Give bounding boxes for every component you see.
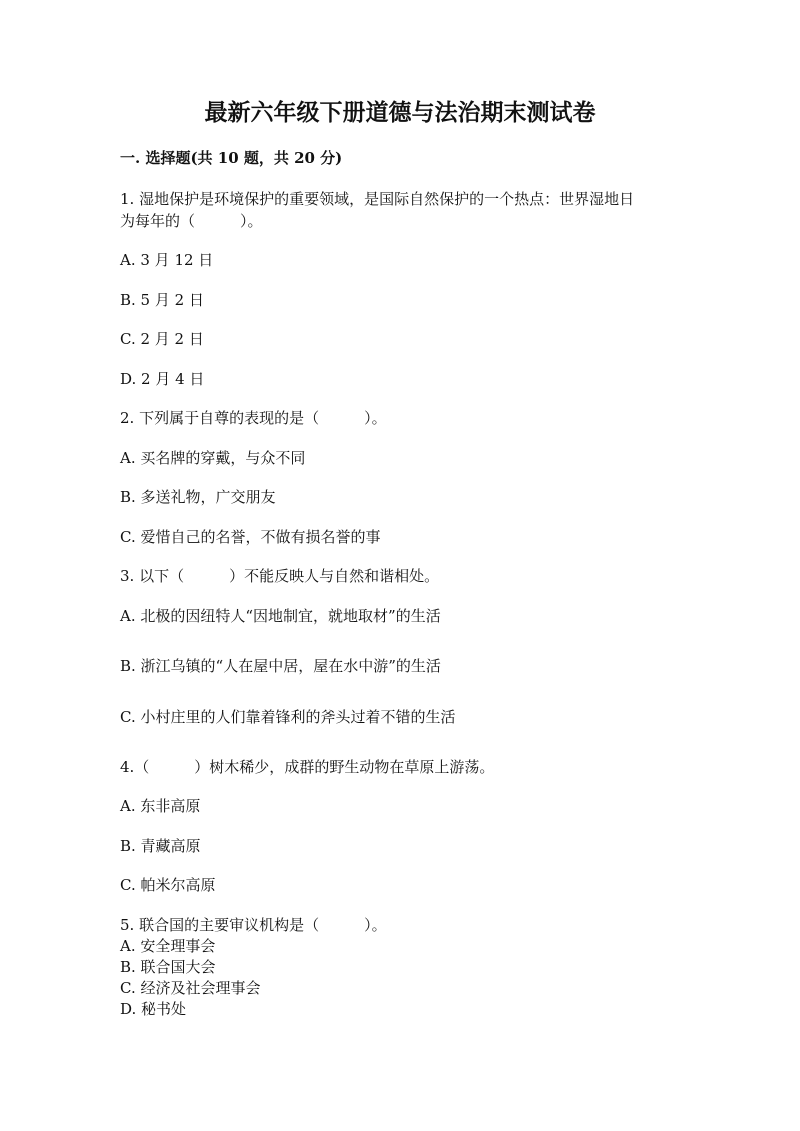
question-5-option-c: C. 经济及社会理事会 (120, 979, 261, 997)
question-5-option-d: D. 秘书处 (120, 1000, 187, 1018)
question-3-option-b: B. 浙江乌镇的“人在屋中居，屋在水中游”的生活 (120, 657, 441, 675)
question-3-option-a: A. 北极的因纽特人“因地制宜，就地取材”的生活 (120, 607, 441, 625)
question-5-option-a: A. 安全理事会 (120, 937, 216, 955)
question-3-stem: 3. 以下（ ）不能反映人与自然和谐相处。 (120, 567, 440, 585)
question-1-option-a: A. 3 月 12 日 (120, 251, 214, 269)
question-2-option-c: C. 爱惜自己的名誉，不做有损名誉的事 (120, 528, 381, 546)
section-heading: 一. 选择题(共 10 题，共 20 分) (120, 149, 343, 167)
question-1-stem-line-1: 1. 湿地保护是环境保护的重要领域，是国际自然保护的一个热点：世界湿地日 (120, 190, 635, 208)
question-4-option-b: B. 青藏高原 (120, 837, 201, 855)
question-4-option-c: C. 帕米尔高原 (120, 876, 216, 894)
question-4-stem: 4.（ ）树木稀少，成群的野生动物在草原上游荡。 (120, 758, 495, 776)
page-title: 最新六年级下册道德与法治期末测试卷 (204, 99, 596, 126)
question-2-option-a: A. 买名牌的穿戴，与众不同 (120, 449, 306, 467)
question-3-option-c: C. 小村庄里的人们靠着锋利的斧头过着不错的生活 (120, 708, 456, 726)
question-2-option-b: B. 多送礼物，广交朋友 (120, 488, 276, 506)
question-2-stem: 2. 下列属于自尊的表现的是（ ）。 (120, 409, 387, 427)
question-5-stem: 5. 联合国的主要审议机构是（ ）。 (120, 916, 387, 934)
question-4-option-a: A. 东非高原 (120, 797, 201, 815)
question-1-option-d: D. 2 月 4 日 (120, 370, 205, 388)
question-1-option-c: C. 2 月 2 日 (120, 330, 204, 348)
question-1-stem-line-2: 为每年的（ ）。 (120, 212, 263, 230)
question-1-option-b: B. 5 月 2 日 (120, 291, 204, 309)
question-5-option-b: B. 联合国大会 (120, 958, 216, 976)
